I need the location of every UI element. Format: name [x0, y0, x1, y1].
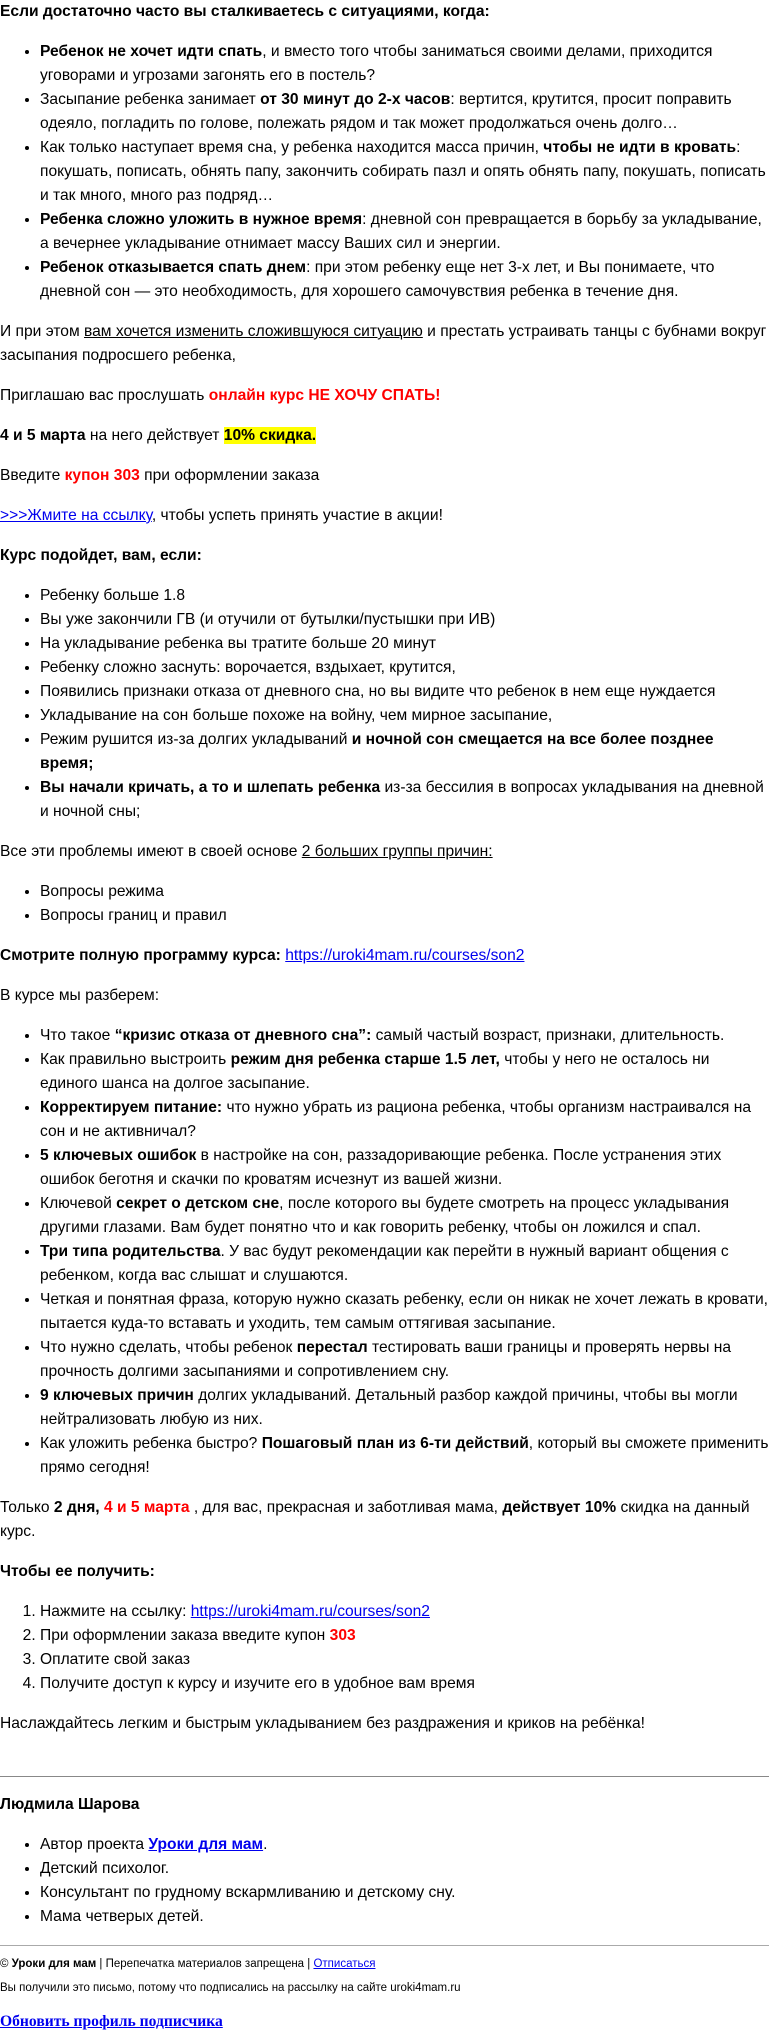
list-item: • Ребенок отказывается спать днем: при этом ребенку еще нет 3-х лет, и Вы понимаете, что дневной сон — это необходимость, для хорошего самочувствия ребенка в течение дня.	[40, 256, 769, 304]
list-item: • Ребенок не хочет идти спать, и вместо того чтобы заниматься своими делами, приходится уговорами и угрозами загонять его в постель?	[40, 40, 769, 88]
list-item: • Консультант по грудному вскармливанию и детскому сну.	[40, 1881, 769, 1905]
paragraph-causes: Все эти проблемы имеют в своей основе 2 больших группы причин:	[0, 843, 493, 860]
promo-link[interactable]: >>>Жмите на ссылку	[0, 507, 152, 524]
list-item: • Ребенка сложно уложить в нужное время: дневной сон превращается в борьбу за укладывание, а вечернее укладывание отнимает массу Ваших сил и энергии.	[40, 208, 769, 256]
list-item: • Ребенку больше 1.8	[40, 584, 769, 608]
paragraph-course-covers: В курсе мы разберем:	[0, 987, 160, 1004]
causes-list	[0, 880, 769, 928]
get-heading: Чтобы ее получить:	[0, 1563, 155, 1580]
course-program-link[interactable]: https://uroki4mam.ru/courses/son2	[285, 947, 525, 964]
footer-copyright: © Уроки для мам | Перепечатка материалов запрещена | Отписаться	[0, 1958, 376, 1970]
list-item: • Режим рушится из-за долгих укладываний и ночной сон смещается на все более позднее время;	[40, 728, 769, 776]
list-item: • Появились признаки отказа от дневного сна, но вы видите что ребенок в нем еще нуждается	[40, 680, 769, 704]
paragraph-coupon: Введите купон 303 при оформлении заказа	[0, 467, 320, 484]
author-name: Людмила Шарова	[0, 1796, 140, 1813]
paragraph-change-situation: И при этом вам хочется изменить сложившуюся ситуацию и престать устраивать танцы с бубнами вокруг засыпания подросшего ребенка,	[0, 323, 767, 364]
list-item: • Что нужно сделать, чтобы ребенок перестал тестировать ваши границы и проверять нервы на прочность долгими засыпаниями и сопротивлением сну.	[40, 1336, 769, 1384]
paragraph-two-days: Только 2 дня, 4 и 5 марта , для вас, прекрасная и заботливая мама, действует 10% скидка на данный курс.	[0, 1499, 750, 1540]
paragraph-discount: 4 и 5 марта на него действует 10% скидка.	[0, 427, 317, 444]
list-item: • Ключевой секрет о детском сне, после которого вы будете смотреть на процесс укладывания другими глазами. Вам будет понятно что и как говорить ребенку, чтобы он ложился и спал.	[40, 1192, 769, 1240]
list-item: 1. Нажмите на ссылку: https://uroki4mam.ru/courses/son2	[40, 1600, 769, 1624]
paragraph-enjoy: Наслаждайтесь легким и быстрым укладыванием без раздражения и криков на ребёнка!	[0, 1715, 646, 1732]
list-item: • Три типа родительства. У вас будут рекомендации как перейти в нужный вариант общения с ребенком, когда вас слышат и слушаются.	[40, 1240, 769, 1288]
list-item: • На укладывание ребенка вы тратите больше 20 минут	[40, 632, 769, 656]
get-steps-list	[0, 1600, 769, 1696]
list-item: • 5 ключевых ошибок в настройке на сон, раззадоривающие ребенка. После устранения этих ошибок беготня и скачки по кроватям исчезнут из вашей жизни.	[40, 1144, 769, 1192]
update-profile-link[interactable]: Обновить профиль подписчика	[0, 2013, 223, 2030]
project-link[interactable]: Уроки для мам	[148, 1836, 264, 1853]
program-list	[0, 1024, 769, 1480]
paragraph-program-link: Смотрите полную программу курса: https://uroki4mam.ru/courses/son2	[0, 947, 525, 964]
author-list	[0, 1833, 769, 1929]
footer-note: Вы получили это письмо, потому что подписались на рассылку на сайте uroki4mam.ru	[0, 1982, 461, 1994]
suits-heading: Курс подойдет, вам, если:	[0, 547, 202, 564]
intro-heading: Если достаточно часто вы сталкиваетесь с ситуациями, когда:	[0, 3, 490, 20]
list-item: 4. Получите доступ к курсу и изучите его в удобное вам время	[40, 1672, 769, 1696]
list-item: • Ребенку сложно заснуть: ворочается, вздыхает, крутится,	[40, 656, 769, 680]
course-link[interactable]: https://uroki4mam.ru/courses/son2	[190, 1603, 430, 1620]
paragraph-click-link: >>>Жмите на ссылку, чтобы успеть принять участие в акции!	[0, 507, 443, 524]
list-item: • Корректируем питание: что нужно убрать из рациона ребенка, чтобы организм настраивался на сон и не активничал?	[40, 1096, 769, 1144]
intro-list	[0, 40, 769, 304]
list-item: • Мама четверых детей.	[40, 1905, 769, 1929]
list-item: • Вы уже закончили ГВ (и отучили от бутылки/пустышки при ИВ)	[40, 608, 769, 632]
list-item: • Вопросы режима	[40, 880, 769, 904]
list-item: • Детский психолог.	[40, 1857, 769, 1881]
list-item: 2. При оформлении заказа введите купон 303	[40, 1624, 769, 1648]
footer-divider	[0, 1945, 769, 1946]
divider	[0, 1776, 769, 1777]
list-item: • Засыпание ребенка занимает от 30 минут до 2-х часов: вертится, крутится, просит поправить одеяло, погладить по голове, полежать рядом и так может продолжаться очень долго…	[40, 88, 769, 136]
footer	[0, 1954, 769, 2033]
list-item: • Автор проекта Уроки для мам.	[40, 1833, 769, 1857]
list-item: • Как уложить ребенка быстро? Пошаговый план из 6-ти действий, который вы сможете применить прямо сегодня!	[40, 1432, 769, 1480]
list-item: 3. Оплатите свой заказ	[40, 1648, 769, 1672]
list-item: • Как только наступает время сна, у ребенка находится масса причин, чтобы не идти в кровать: покушать, пописать, обнять папу, закончить собирать пазл и опять обнять папу, покушать, пописать и так много, много раз подряд…	[40, 136, 769, 208]
unsubscribe-link[interactable]: Отписаться	[313, 1958, 376, 1970]
list-item: • Как правильно выстроить режим дня ребенка старше 1.5 лет, чтобы у него не осталось ни единого шанса на долгое засыпание.	[40, 1048, 769, 1096]
list-item: • Четкая и понятная фраза, которую нужно сказать ребенку, если он никак не хочет лежать в кровати, пытается куда-то вставать и уходить, тем самым оттягивая засыпание.	[40, 1288, 769, 1336]
list-item: • Укладывание на сон больше похоже на войну, чем мирное засыпание,	[40, 704, 769, 728]
list-item: • Вопросы границ и правил	[40, 904, 769, 928]
suits-list	[0, 584, 769, 824]
list-item: • Вы начали кричать, а то и шлепать ребенка из-за бессилия в вопросах укладывания на дневной и ночной сны;	[40, 776, 769, 824]
list-item: • 9 ключевых причин долгих укладываний. Детальный разбор каждой причины, чтобы вы могли нейтрализовать любую из них.	[40, 1384, 769, 1432]
list-item: • Что такое “кризис отказа от дневного сна”: самый частый возраст, признаки, длительность.	[40, 1024, 769, 1048]
paragraph-invite: Приглашаю вас прослушать онлайн курс НЕ ХОЧУ СПАТЬ!	[0, 387, 441, 404]
